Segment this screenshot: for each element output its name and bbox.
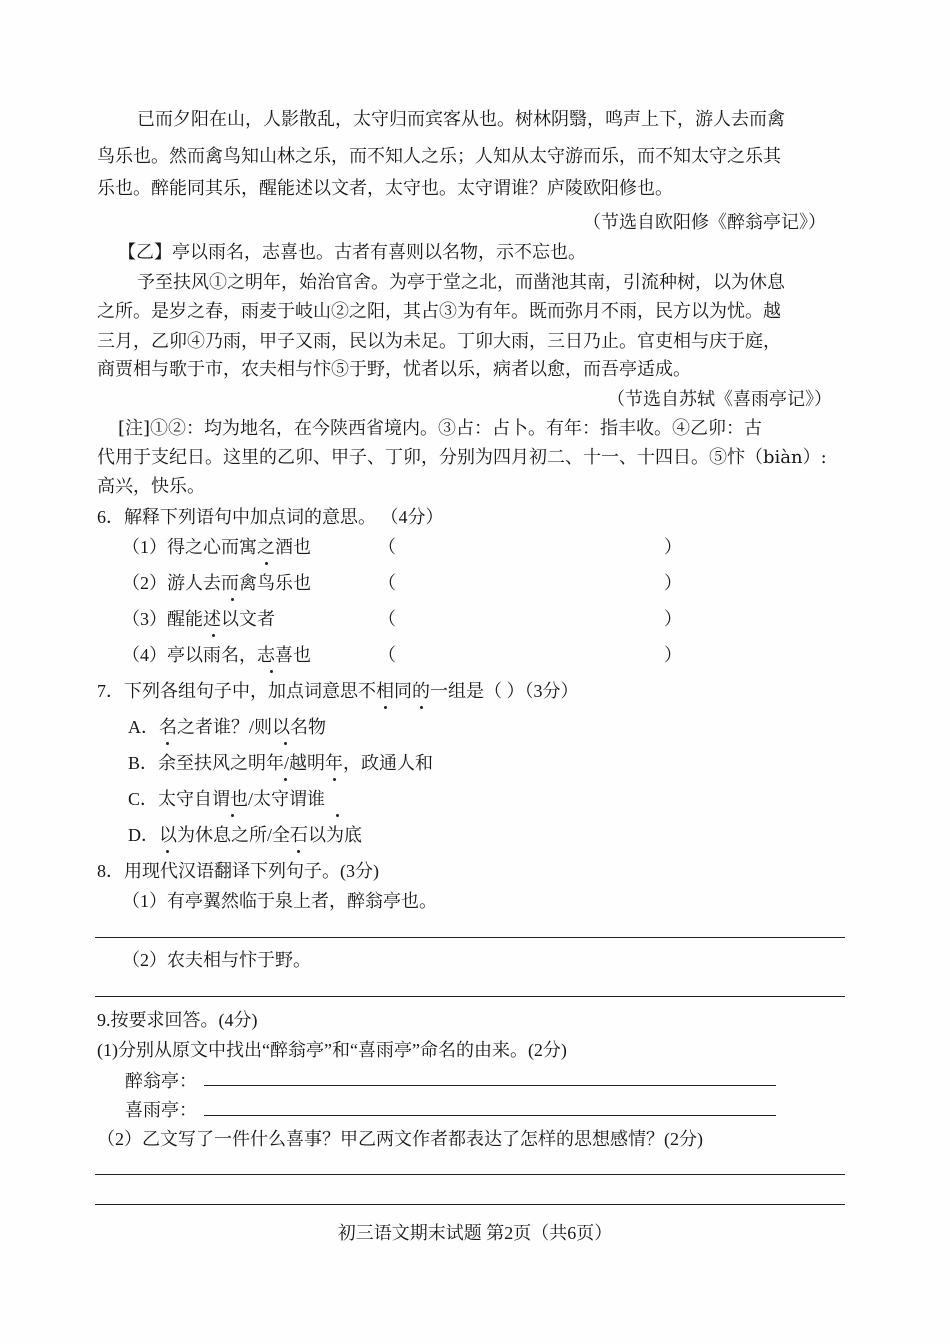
emphasis-dot xyxy=(231,814,234,817)
emphasis-dot xyxy=(420,706,423,709)
q6-stem: 6．解释下列语句中加点词的意思。 （4分） xyxy=(97,507,444,527)
passage-b-line-3: 之所。是岁之春，雨麦于岐山②之阳，其占③为有年。既而弥月不雨，民方以为忧。越 xyxy=(97,301,781,322)
emphasis-dot xyxy=(284,778,287,781)
q6-answer-close-2: ） xyxy=(664,573,682,593)
page-footer: 初三语文期末试题 第2页（共6页） xyxy=(337,1223,613,1243)
q9-label-zuiweng: 醉翁亭： xyxy=(125,1071,197,1091)
answer-line[interactable] xyxy=(95,996,845,997)
q8-item-1: （1）有亭翼然临于泉上者，醉翁亭也。 xyxy=(122,891,437,911)
passage-a-source: （节选自欧阳修《醉翁亭记》） xyxy=(583,212,826,233)
emphasis-dot xyxy=(384,706,387,709)
answer-line[interactable] xyxy=(204,1115,776,1116)
q7-option-c: C．太守自谓也/太守谓谁 xyxy=(128,789,326,809)
passage-b-source: （节选自苏轼《喜雨亭记》） xyxy=(607,389,832,410)
q6-item-4: （4）亭以雨名，志喜也 xyxy=(122,645,311,665)
notes-line-3: 高兴，快乐。 xyxy=(97,476,205,497)
q6-answer-close-1: ） xyxy=(664,537,682,557)
emphasis-dot xyxy=(270,670,273,673)
q8-item-2: （2）农夫相与忭于野。 xyxy=(122,950,311,970)
q6-answer-open-2: （ xyxy=(378,573,396,593)
q9-label-xiyu: 喜雨亭： xyxy=(125,1100,197,1120)
notes-line-1: [注]①②：均为地名，在今陕西省境内。③占：占卜。有年：指丰收。④乙卯：古 xyxy=(118,418,763,439)
q6-item-2: （2）游人去而禽鸟乐也 xyxy=(122,573,311,593)
emphasis-dot xyxy=(166,850,169,853)
emphasis-dot xyxy=(333,778,336,781)
q9-stem: 9.按要求回答。(4分) xyxy=(97,1010,258,1030)
q9-part-2: （2）乙文写了一件什么喜事？甲乙两文作者都表达了怎样的思想感情？(2分) xyxy=(97,1129,703,1149)
passage-b-line-5: 商贾相与歌于市，农夫相与忭⑤于野，忧者以乐，病者以愈，而吾亭适成。 xyxy=(97,359,691,380)
q6-item-1: （1）得之心而寓之酒也 xyxy=(122,537,311,557)
emphasis-dot xyxy=(212,634,215,637)
emphasis-dot xyxy=(265,562,268,565)
q7-stem: 7．下列各组句子中，加点词意思不相同的一组是（ ）（3分） xyxy=(97,681,579,701)
q6-answer-open-4: （ xyxy=(378,645,396,665)
passage-b-line-1: 【乙】亭以雨名，志喜也。古者有喜则以名物，示不忘也。 xyxy=(118,242,586,263)
q6-answer-open-1: （ xyxy=(378,537,396,557)
passage-a-line-3: 乐也。醉能同其乐，醒能述以文者，太守也。太守谓谁？庐陵欧阳修也。 xyxy=(97,178,673,199)
passage-b-line-2: 予至扶风①之明年，始治官舍。为亭于堂之北，而凿池其南，引流种树，以为休息 xyxy=(137,272,785,293)
passage-a-line-1: 已而夕阳在山，人影散乱，太守归而宾客从也。树林阴翳，鸣声上下，游人去而禽 xyxy=(137,109,785,130)
passage-a-line-2: 鸟乐也。然而禽鸟知山林之乐，而不知人之乐；人知从太守游而乐，而不知太守之乐其 xyxy=(97,146,781,167)
emphasis-dot xyxy=(297,850,300,853)
q9-part-1: (1)分别从原文中找出“醉翁亭”和“喜雨亭”命名的由来。(2分) xyxy=(97,1040,567,1060)
q7-option-a: A．名之者谁？/则以名物 xyxy=(128,717,326,737)
q7-option-b: B．余至扶风之明年/越明年，政通人和 xyxy=(128,753,434,773)
passage-b-line-4: 三月，乙卯④乃雨，甲子又雨，民以为未足。丁卯大雨，三日乃止。官吏相与庆于庭， xyxy=(97,331,781,352)
q6-answer-open-3: （ xyxy=(378,609,396,629)
emphasis-dot xyxy=(284,742,287,745)
q7-option-d: D．以为休息之所/全石以为底 xyxy=(128,825,362,845)
emphasis-dot xyxy=(336,814,339,817)
answer-line[interactable] xyxy=(95,937,845,938)
emphasis-dot xyxy=(231,598,234,601)
answer-line[interactable] xyxy=(95,1204,845,1205)
answer-line[interactable] xyxy=(204,1085,776,1086)
notes-line-2: 代用于支纪日。这里的乙卯、甲子、丁卯，分别为四月初二、十一、十四日。⑤忭（biàn）: xyxy=(97,447,827,468)
emphasis-dot xyxy=(166,742,169,745)
answer-line[interactable] xyxy=(95,1174,845,1175)
q8-stem: 8．用现代汉语翻译下列句子。(3分) xyxy=(97,861,379,881)
q6-item-3: （3）醒能述以文者 xyxy=(122,609,275,629)
q6-answer-close-3: ） xyxy=(664,609,682,629)
q6-answer-close-4: ） xyxy=(664,645,682,665)
